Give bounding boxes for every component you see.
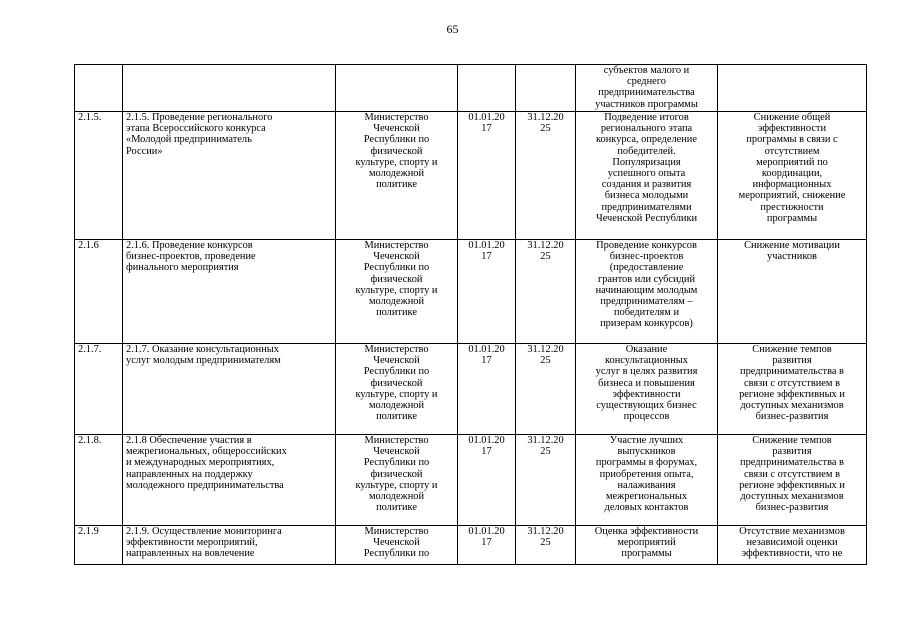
start-date — [458, 65, 516, 112]
risk-consequence: Снижение общей эффективности программы в связи с отсутствием мероприятий по координации, информационных мероприятий, снижение престижности программы — [718, 112, 867, 240]
start-date: 01.01.20 17 — [458, 344, 516, 435]
table-row — [75, 435, 867, 526]
activity-name: 2.1.5. Проведение регионального этапа Всероссийского конкурса «Молодой предприниматель России» — [123, 112, 336, 240]
risk-consequence: Отсутствие механизмов независимой оценки эффективности, что не — [718, 526, 867, 565]
activity-name — [123, 65, 336, 112]
end-date: 31.12.20 25 — [516, 435, 576, 526]
end-date: 31.12.20 25 — [516, 526, 576, 565]
expected-result: субъектов малого и среднего предпринимательства участников программы — [576, 65, 718, 112]
row-number: 2.1.5. — [75, 112, 123, 240]
risk-consequence — [718, 65, 867, 112]
table-row — [75, 526, 867, 565]
executor: Министерство Чеченской Республики по физической культуре, спорту и молодежной политике — [336, 435, 458, 526]
table-row — [75, 344, 867, 435]
expected-result: Подведение итогов регионального этапа конкурса, определение победителей. Популяризация успешного опыта создания и развития бизнеса молодыми предпринимателями Чеченской Республики — [576, 112, 718, 240]
row-number: 2.1.6 — [75, 240, 123, 344]
program-activities-table — [74, 64, 867, 565]
end-date — [516, 65, 576, 112]
row-number: 2.1.7. — [75, 344, 123, 435]
activity-name: 2.1.9. Осуществление мониторинга эффективности мероприятий, направленных на вовлечение — [123, 526, 336, 565]
executor: Министерство Чеченской Республики по физической культуре, спорту и молодежной политике — [336, 240, 458, 344]
activity-name: 2.1.7. Оказание консультационных услуг молодым предпринимателям — [123, 344, 336, 435]
risk-consequence: Снижение темпов развития предпринимательства в связи с отсутствием в регионе эффективных и доступных механизмов бизнес-развития — [718, 435, 867, 526]
table-row — [75, 65, 867, 112]
start-date: 01.01.20 17 — [458, 240, 516, 344]
executor: Министерство Чеченской Республики по физической культуре, спорту и молодежной политике — [336, 112, 458, 240]
row-number — [75, 65, 123, 112]
executor — [336, 65, 458, 112]
row-number: 2.1.8. — [75, 435, 123, 526]
expected-result: Участие лучших выпускников программы в форумах, приобретения опыта, налаживания межрегиональных деловых контактов — [576, 435, 718, 526]
table-row — [75, 112, 867, 240]
activity-name: 2.1.6. Проведение конкурсов бизнес-проектов, проведение финального мероприятия — [123, 240, 336, 344]
executor: Министерство Чеченской Республики по — [336, 526, 458, 565]
start-date: 01.01.20 17 — [458, 526, 516, 565]
start-date: 01.01.20 17 — [458, 435, 516, 526]
row-number: 2.1.9 — [75, 526, 123, 565]
activity-name: 2.1.8 Обеспечение участия в межрегиональных, общероссийских и международных мероприятиях, направленных на поддержку молодежного предпринимательства — [123, 435, 336, 526]
end-date: 31.12.20 25 — [516, 112, 576, 240]
risk-consequence: Снижение темпов развития предпринимательства в связи с отсутствием в регионе эффективных и доступных механизмов бизнес-развития — [718, 344, 867, 435]
page-number: 65 — [446, 22, 459, 36]
expected-result: Проведение конкурсов бизнес-проектов (предоставление грантов или субсидий начинающим молодым предпринимателям – победителям и призерам конкурсов) — [576, 240, 718, 344]
expected-result: Оказание консультационных услуг в целях развития бизнеса и повышения эффективности существующих бизнес процессов — [576, 344, 718, 435]
expected-result: Оценка эффективности мероприятий программы — [576, 526, 718, 565]
end-date: 31.12.20 25 — [516, 344, 576, 435]
executor: Министерство Чеченской Республики по физической культуре, спорту и молодежной политике — [336, 344, 458, 435]
table-row — [75, 240, 867, 344]
risk-consequence: Снижение мотивации участников — [718, 240, 867, 344]
start-date: 01.01.20 17 — [458, 112, 516, 240]
end-date: 31.12.20 25 — [516, 240, 576, 344]
